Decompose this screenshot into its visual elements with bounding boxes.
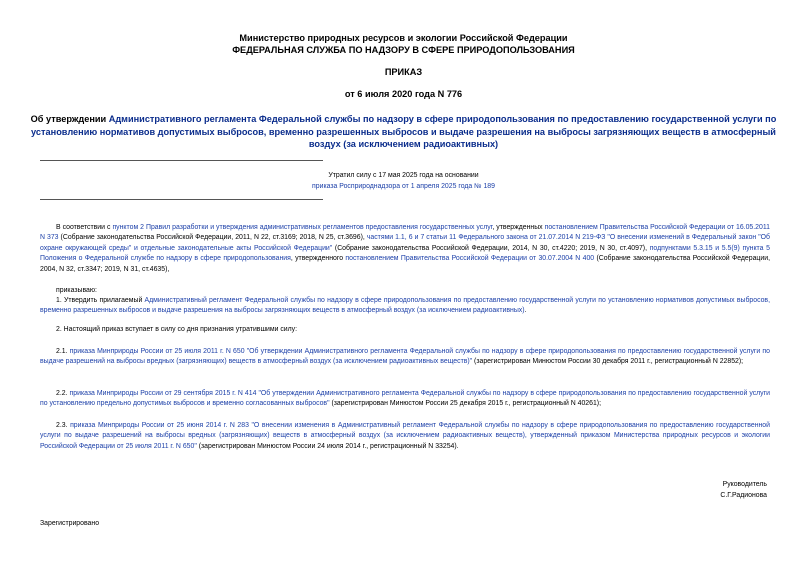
- order-word: [40, 286, 770, 296]
- clause-2-2-number: 2.2.: [56, 390, 70, 397]
- clause-2-1: [40, 347, 770, 368]
- registered-note: Зарегистрировано: [40, 520, 100, 527]
- title-regulation-link[interactable]: Административного регламента Федеральной службы по надзору в сфере природопользования по предоставлению государственной услуги по установлению нормативов допустимых выбросов, временно разрешенных выбросов и выдаче разрешения на выбросы загрязняющих веществ в атмосферный воздух (за исключением радиоактивных): [31, 114, 777, 149]
- document-date: от 6 июля 2020 года N 776: [344, 89, 463, 99]
- regulation-link[interactable]: Административный регламент Федеральной службы по надзору в сфере природопользования по предоставлению государственной услуги по установлению нормативов допустимых выбросов, временно разрешенных выбросов и выдаче разрешения на выбросы загрязняющих веществ в атмосферный воздух (за исключением радиоактивных): [40, 297, 770, 315]
- clause-2-1-text: (зарегистрирован Минюстом России 30 декабря 2011 г., регистрационный N 22852);: [472, 358, 744, 366]
- government-resolution-373-link[interactable]: постановлением Правительства Российской Федерации от 16.05.2011 N 373: [40, 224, 770, 242]
- government-resolution-400-link[interactable]: постановлением Правительства Российской Федерации от 30.07.2004 N 400: [345, 255, 595, 263]
- order-414-link[interactable]: приказа Минприроды России от 29 сентября 2015 г. N 414 "Об утверждении Административного регламента Федеральной службы по надзору в сфере природопользования по предоставлению государственной услуги по установлению предельно допустимых выбросов и временно согласованных выбросов": [40, 390, 770, 408]
- rules-link[interactable]: пунктом 2 Правил разработки и утверждения административных регламентов предоставления государственных услуг: [112, 224, 493, 231]
- preamble-paragraph: [40, 223, 770, 275]
- clause-2-2: [40, 389, 770, 410]
- preamble-text-6: (Собрание законодательства Российской Федерации, 2004, N 32, ст.3347; 2019, N 31, ст.4635),: [40, 255, 770, 273]
- document-title: [30, 113, 777, 151]
- divider-bottom: [40, 199, 323, 200]
- clause-1-text: 1. Утвердить прилагаемый: [56, 297, 145, 304]
- regulation-clauses-link[interactable]: подпунктами 5.3.15 и 5.5(9) пункта 5 Положения о Федеральной службе по надзору в сфере природопользования: [40, 244, 770, 263]
- preamble-text-2: , утвержденных: [492, 224, 545, 231]
- clause-2-3-text: (зарегистрирован Минюстом России 24 июля 2014 г., регистрационный N 33254).: [196, 442, 459, 450]
- order-650-link[interactable]: приказа Минприроды России от 25 июля 2011 г. N 650 "Об утверждении Административного регламента Федеральной службы по надзору в сфере природопользования по предоставлению государственной услуги по выдаче разрешений на выбросы вредных (загрязняющих) веществ в атмосферный воздух (за исключением радиоактивных веществ)": [40, 348, 770, 366]
- preamble-text-5: , утвержденного: [290, 255, 346, 263]
- preamble-text-3: (Собрание законодательства Российской Федерации, 2011, N 22, ст.3169; 2018, N 25, ст.3696),: [58, 234, 367, 242]
- clause-2: [40, 325, 770, 335]
- federal-law-219-link[interactable]: частями 1.1, 6 и 7 статьи 11 Федерального закона от 21.07.2014 N 219-ФЗ "О внесении изменений в Федеральный закон "Об охране окружающей среды" и отдельные законодательные акты Российской Федерации": [40, 234, 770, 252]
- divider-top: [40, 160, 323, 161]
- preamble-text-1: В соответствии с: [56, 224, 113, 231]
- preamble-text-4: (Собрание законодательства Российской Федерации, 2014, N 30, ст.4220; 2019, N 30, ст.4097),: [332, 244, 650, 252]
- clause-2-3-number: 2.3.: [56, 422, 71, 429]
- order-word-text: приказываю:: [56, 287, 97, 294]
- clause-1: [40, 296, 770, 317]
- lost-force-order-link[interactable]: приказа Росприроднадзора от 1 апреля 2025 года № 189: [312, 183, 495, 190]
- lost-force-note: Утратил силу с 17 мая 2025 года на основании: [328, 172, 479, 179]
- ministry-name: Министерство природных ресурсов и экологии Российской Федерации: [239, 33, 568, 43]
- clause-1-end: .: [524, 307, 527, 315]
- clause-2-text: 2. Настоящий приказ вступает в силу со дня признания утратившими силу:: [56, 326, 298, 333]
- order-283-link[interactable]: приказа Минприроды России от 25 июня 2014 г. N 283 "О внесении изменения в Административный регламент Федеральной службы по надзору в сфере природопользования по предоставлению государственной услуги по выдаче разрешений на выбросы вредных (загрязняющих) веществ в атмосферный воздух (за исключением радиоактивных веществ), утвержденный приказом Министерства природных ресурсов и экологии Российской Федерации от 25 июля 2011 г. N 650": [40, 422, 770, 450]
- signatory-position: Руководитель: [722, 481, 767, 488]
- signatory-name: С.Г.Радионова: [720, 492, 767, 499]
- document-type: ПРИКАЗ: [384, 67, 423, 77]
- clause-2-2-text: (зарегистрирован Минюстом России 25 декабря 2015 г., регистрационный N 40261);: [329, 400, 601, 408]
- service-name: ФЕДЕРАЛЬНАЯ СЛУЖБА ПО НАДЗОРУ В СФЕРЕ ПРИРОДОПОЛЬЗОВАНИЯ: [232, 45, 575, 55]
- title-prefix: Об утверждении: [30, 114, 109, 124]
- clause-2-3: [40, 421, 770, 452]
- clause-2-1-number: 2.1.: [56, 348, 70, 355]
